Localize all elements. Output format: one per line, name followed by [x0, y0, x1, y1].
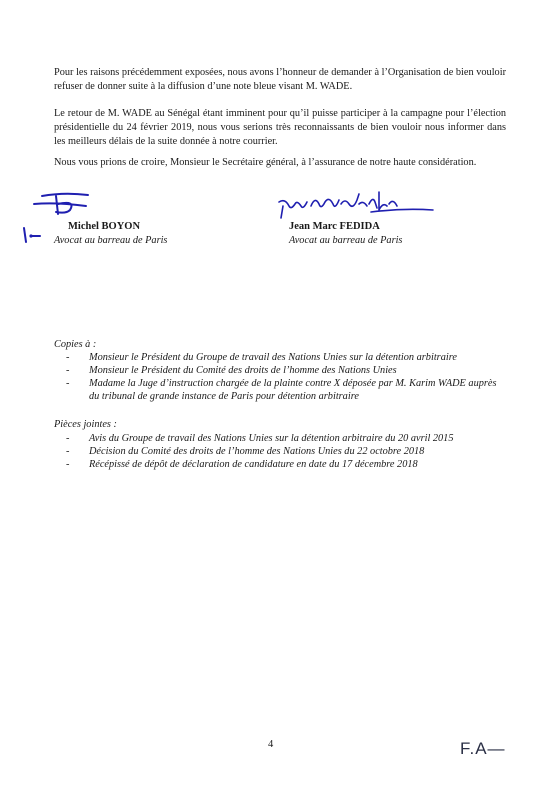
- signatory-role-fedida: Avocat au barreau de Paris: [289, 235, 403, 246]
- list-dash: -: [66, 446, 70, 457]
- signature-fedida: [275, 188, 440, 222]
- attachments-list: [66, 432, 506, 471]
- list-item: - Récépissé de dépôt de déclaration de candidature en date du 17 décembre 2018: [66, 459, 418, 470]
- page-number: 4: [268, 739, 274, 750]
- list-dash: -: [66, 459, 70, 470]
- signatory-name-fedida: Jean Marc FEDIDA: [289, 221, 380, 232]
- attachments-heading: Pièces jointes :: [54, 419, 117, 430]
- signatory-role-boyon: Avocat au barreau de Paris: [54, 235, 168, 246]
- footer-initials-logo: F.A—: [460, 739, 506, 758]
- copies-list: [66, 351, 506, 403]
- paragraph-return: Le retour de M. WADE au Sénégal étant imminent pour qu’il puisse participer à la campagne pour l’élection présidentielle du 24 février 2019, nous vous serions très reconnaissants de bien vouloir nous informer dans les meilleurs délais de la suite donnée à notre courrier.: [54, 108, 506, 147]
- list-item: - Monsieur le Président du Comité des droits de l’homme des Nations Unies: [66, 365, 397, 376]
- list-item: - Madame la Juge d’instruction chargée de la plainte contre X déposée par M. Karim WADE auprès du tribunal de grande instance de Paris pour détention arbitraire: [66, 378, 497, 402]
- list-dash: -: [66, 378, 70, 389]
- list-item: - Avis du Groupe de travail des Nations Unies sur la détention arbitraire du 20 avril 2015: [66, 433, 454, 444]
- list-item: - Monsieur le Président du Groupe de travail des Nations Unies sur la détention arbitraire: [66, 352, 457, 363]
- paragraph-closing: Nous vous prions de croire, Monsieur le Secrétaire général, à l’assurance de notre haute considération.: [54, 157, 477, 168]
- copies-heading: Copies à :: [54, 339, 97, 350]
- list-dash: -: [66, 433, 70, 444]
- list-dash: -: [66, 365, 70, 376]
- signatory-name-boyon: Michel BOYON: [68, 221, 141, 232]
- list-dash: -: [66, 352, 70, 363]
- paragraph-request: Pour les raisons précédemment exposées, nous avons l’honneur de demander à l’Organisation de bien vouloir refuser de donner suite à la diffusion d’une note bleue visant M. WADE.: [54, 67, 506, 92]
- list-item: - Décision du Comité des droits de l’homme des Nations Unies du 22 octobre 2018: [66, 446, 425, 457]
